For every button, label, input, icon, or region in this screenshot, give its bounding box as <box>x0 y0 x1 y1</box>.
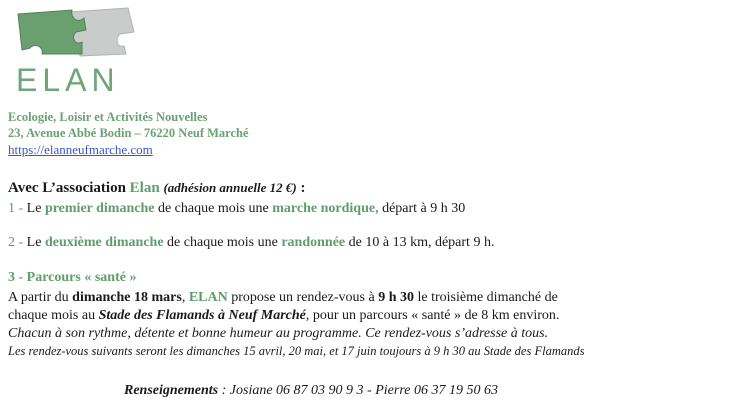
website-link[interactable]: https://elanneufmarche.com <box>8 142 153 157</box>
item-3-line-4: Les rendez-vous suivants seront les dimanches 15 avril, 20 mai, et 17 juin toujours à 9 h 30 au Stade des Flamands <box>8 344 585 358</box>
intro-suffix: : <box>296 180 306 196</box>
item-2-text-a: Le <box>26 235 45 250</box>
item-2-text-b: de chaque mois une <box>163 235 282 250</box>
item-3-l2-c: , pour un parcours « santé » de 8 km environ. <box>305 308 560 323</box>
item-3-l1-e: propose un rendez-vous à <box>227 290 379 305</box>
puzzle-piece-icon <box>8 4 138 60</box>
item-2-text-c: de 10 à 13 km, départ 9 h. <box>345 235 495 250</box>
item-3-line-1 <box>8 290 558 306</box>
item-1-text-b: de chaque mois une <box>154 201 273 216</box>
intro-prefix: Avec L’association <box>8 180 130 196</box>
logo-text: ELAN <box>16 62 120 98</box>
item-3-l1-time: 9 h 30 <box>378 290 414 305</box>
item-3-line-2 <box>8 308 559 324</box>
org-address: 23, Avenue Abbé Bodin – 76220 Neuf Marché <box>8 126 249 140</box>
contact-line <box>124 383 498 399</box>
intro-note: (adhésion annuelle 12 €) <box>163 180 297 195</box>
item-3-l2-a: chaque mois au <box>8 308 99 323</box>
item-3-l1-date: dimanche 18 mars <box>72 290 182 305</box>
item-3-l2-place: Stade des Flamands à Neuf Marché <box>98 308 306 323</box>
item-3-title: 3 - Parcours « santé » <box>8 270 137 285</box>
item-1-text-a: Le <box>26 201 45 216</box>
item-2-highlight-b: randonnée <box>281 235 346 250</box>
org-name: Ecologie, Loisir et Activités Nouvelles <box>8 110 208 124</box>
item-3-line-3: Chacun à son rythme, détente et bonne humeur au programme. Ce rendez-vous s’adresse à tous. <box>8 326 549 341</box>
item-1-highlight-b: marche nordique, <box>272 201 379 216</box>
intro-line <box>8 180 305 197</box>
item-1 <box>8 201 465 217</box>
item-2-highlight-a: deuxième dimanche <box>44 235 164 250</box>
item-2-number: 2 - <box>8 235 27 250</box>
item-3-l1-a: A partir du <box>8 290 73 305</box>
item-1-text-c: départ à 9 h 30 <box>378 201 466 216</box>
elan-logo <box>8 4 138 98</box>
contact-text: : Josiane 06 87 03 90 9 3 - Pierre 06 37 19 50 63 <box>218 383 498 398</box>
item-1-highlight-a: premier dimanche <box>44 201 155 216</box>
item-3-l1-comma: , <box>181 290 189 305</box>
contact-label: Renseignements <box>124 383 219 398</box>
item-1-number: 1 - <box>8 201 27 216</box>
item-3-l1-g: le troisième dimanché de <box>413 290 558 305</box>
intro-name: Elan <box>129 180 160 196</box>
item-3-l1-elan: ELAN <box>188 290 228 305</box>
item-2 <box>8 235 494 251</box>
